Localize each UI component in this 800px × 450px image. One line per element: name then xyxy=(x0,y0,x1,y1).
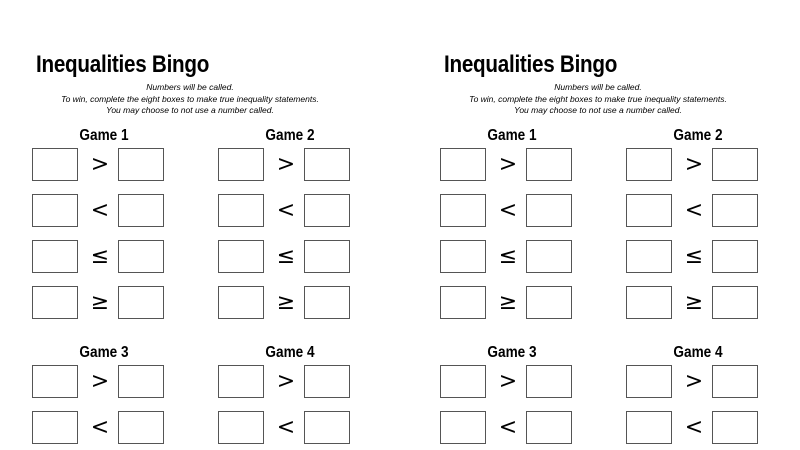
instruction-line: You may choose to not use a number called. xyxy=(514,105,682,115)
sheet-title: Inequalities Bingo xyxy=(36,51,210,78)
answer-box-right[interactable] xyxy=(118,240,164,273)
answer-box-left[interactable] xyxy=(218,365,264,398)
answer-box-left[interactable] xyxy=(626,240,672,273)
instruction-line: Numbers will be called. xyxy=(146,82,234,92)
answer-box-right[interactable] xyxy=(712,194,758,227)
instruction-line: To win, complete the eight boxes to make true inequality statements. xyxy=(61,93,319,104)
inequality-symbol: > xyxy=(276,152,296,177)
inequality-symbol: < xyxy=(276,198,296,223)
game-title: Game 4 xyxy=(673,344,723,361)
answer-box-right[interactable] xyxy=(712,240,758,273)
answer-box-right[interactable] xyxy=(304,411,350,444)
answer-box-left[interactable] xyxy=(440,240,486,273)
answer-box-left[interactable] xyxy=(626,365,672,398)
answer-box-left[interactable] xyxy=(32,148,78,181)
inequality-symbol: < xyxy=(498,415,518,440)
answer-box-right[interactable] xyxy=(526,240,572,273)
instructions xyxy=(448,82,748,117)
inequality-symbol: ≤ xyxy=(90,244,110,269)
answer-box-left[interactable] xyxy=(440,286,486,319)
answer-box-right[interactable] xyxy=(304,286,350,319)
inequality-symbol: ≥ xyxy=(498,290,518,315)
answer-box-right[interactable] xyxy=(526,194,572,227)
game-title: Game 2 xyxy=(265,127,315,144)
answer-box-right[interactable] xyxy=(304,148,350,181)
inequality-symbol: > xyxy=(684,152,704,177)
answer-box-right[interactable] xyxy=(712,148,758,181)
instructions xyxy=(40,82,340,117)
inequality-symbol: > xyxy=(498,369,518,394)
inequality-symbol: < xyxy=(90,198,110,223)
inequality-symbol: ≥ xyxy=(90,290,110,315)
answer-box-left[interactable] xyxy=(32,194,78,227)
answer-box-left[interactable] xyxy=(32,240,78,273)
inequality-symbol: > xyxy=(90,152,110,177)
answer-box-right[interactable] xyxy=(712,411,758,444)
inequality-symbol: < xyxy=(684,415,704,440)
answer-box-left[interactable] xyxy=(440,148,486,181)
inequality-symbol: < xyxy=(684,198,704,223)
game-title: Game 1 xyxy=(79,127,129,144)
inequality-symbol: > xyxy=(498,152,518,177)
answer-box-left[interactable] xyxy=(32,365,78,398)
inequality-symbol: ≤ xyxy=(276,244,296,269)
inequality-symbol: ≤ xyxy=(684,244,704,269)
answer-box-right[interactable] xyxy=(526,286,572,319)
answer-box-right[interactable] xyxy=(118,194,164,227)
answer-box-left[interactable] xyxy=(218,240,264,273)
answer-box-left[interactable] xyxy=(218,148,264,181)
inequality-symbol: > xyxy=(90,369,110,394)
game-title: Game 2 xyxy=(673,127,723,144)
answer-box-right[interactable] xyxy=(526,411,572,444)
answer-box-left[interactable] xyxy=(626,411,672,444)
answer-box-left[interactable] xyxy=(626,194,672,227)
answer-box-left[interactable] xyxy=(218,286,264,319)
inequality-symbol: ≤ xyxy=(498,244,518,269)
answer-box-left[interactable] xyxy=(32,286,78,319)
instruction-line: Numbers will be called. xyxy=(554,82,642,92)
answer-box-right[interactable] xyxy=(118,286,164,319)
answer-box-left[interactable] xyxy=(218,194,264,227)
answer-box-right[interactable] xyxy=(304,240,350,273)
answer-box-left[interactable] xyxy=(32,411,78,444)
answer-box-right[interactable] xyxy=(118,148,164,181)
game-title: Game 3 xyxy=(487,344,537,361)
inequality-symbol: > xyxy=(276,369,296,394)
answer-box-left[interactable] xyxy=(626,286,672,319)
answer-box-left[interactable] xyxy=(626,148,672,181)
inequality-symbol: < xyxy=(498,198,518,223)
game-title: Game 1 xyxy=(487,127,537,144)
inequality-symbol: ≥ xyxy=(276,290,296,315)
instruction-line: You may choose to not use a number called. xyxy=(106,105,274,115)
sheet-title: Inequalities Bingo xyxy=(444,51,618,78)
answer-box-right[interactable] xyxy=(304,194,350,227)
answer-box-right[interactable] xyxy=(712,286,758,319)
bingo-sheet-right xyxy=(408,0,800,450)
answer-box-left[interactable] xyxy=(440,411,486,444)
answer-box-left[interactable] xyxy=(440,194,486,227)
answer-box-right[interactable] xyxy=(712,365,758,398)
answer-box-right[interactable] xyxy=(118,365,164,398)
instruction-line: To win, complete the eight boxes to make true inequality statements. xyxy=(469,93,727,104)
answer-box-left[interactable] xyxy=(440,365,486,398)
game-title: Game 3 xyxy=(79,344,129,361)
answer-box-right[interactable] xyxy=(526,148,572,181)
inequality-symbol: < xyxy=(90,415,110,440)
inequality-symbol: < xyxy=(276,415,296,440)
answer-box-right[interactable] xyxy=(118,411,164,444)
answer-box-right[interactable] xyxy=(526,365,572,398)
inequality-symbol: > xyxy=(684,369,704,394)
answer-box-left[interactable] xyxy=(218,411,264,444)
game-title: Game 4 xyxy=(265,344,315,361)
inequality-symbol: ≥ xyxy=(684,290,704,315)
answer-box-right[interactable] xyxy=(304,365,350,398)
